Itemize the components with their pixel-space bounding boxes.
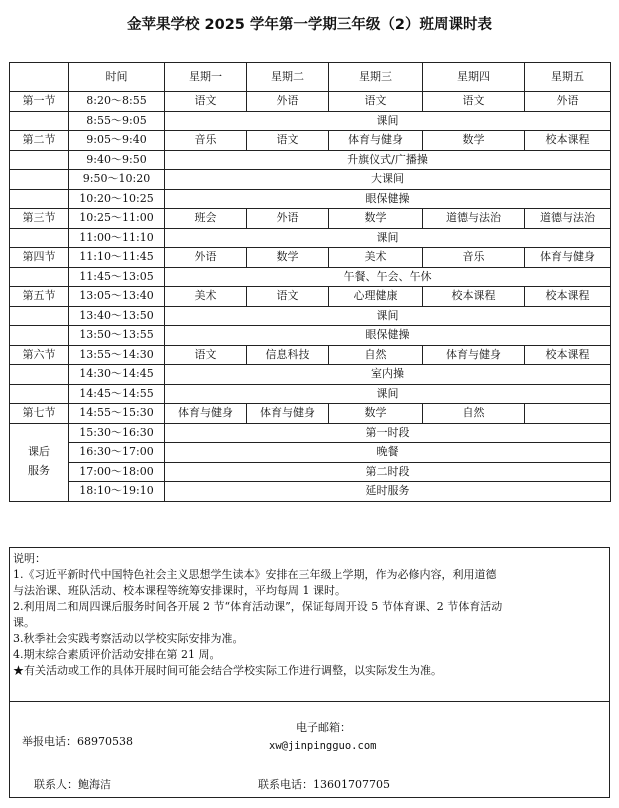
class-cell: 班会 — [165, 209, 247, 229]
time-cell: 16:30～17:00 — [69, 443, 165, 463]
after-school-row — [10, 443, 611, 463]
class-cell: 外语 — [165, 248, 247, 268]
time-cell: 14:45～14:55 — [69, 384, 165, 404]
class-cell: 体育与健身 — [247, 404, 329, 424]
class-cell: 校本课程 — [525, 345, 611, 365]
note-line: ★有关活动或工作的具体开展时间可能会结合学校实际工作进行调整，以实际发生为准。 — [13, 664, 442, 677]
note-line: 4.期末综合素质评价活动安排在第 21 周。 — [13, 648, 221, 661]
table-row — [10, 365, 611, 385]
email-address[interactable]: xw@jinpingguo.com — [269, 740, 377, 752]
table-row — [10, 111, 611, 131]
time-cell: 13:50～13:55 — [69, 326, 165, 346]
period-cell: 第三节 — [10, 209, 69, 229]
note-line: 与法治课、班队活动、校本课程等统筹安排课时，平均每周 1 课时。 — [13, 584, 346, 597]
class-cell: 语文 — [165, 92, 247, 112]
page-title: 金苹果学校 2025 学年第一学期三年级（2）班周课时表 — [126, 17, 493, 33]
class-cell: 语文 — [247, 287, 329, 307]
contact-phone: 联系电话：13601707705 — [258, 778, 390, 791]
table-row — [10, 267, 611, 287]
table-row — [10, 384, 611, 404]
report-hotline: 举报电话：68970538 — [22, 735, 133, 748]
activity-cell: 课间 — [165, 306, 611, 326]
table-row — [10, 287, 611, 307]
time-cell: 8:20～8:55 — [69, 92, 165, 112]
activity-cell: 第二时段 — [165, 462, 611, 482]
period-cell: 第四节 — [10, 248, 69, 268]
class-cell: 语文 — [247, 131, 329, 151]
table-row — [10, 150, 611, 170]
activity-cell: 课间 — [165, 111, 611, 131]
time-cell: 17:00～18:00 — [69, 462, 165, 482]
time-cell: 11:10～11:45 — [69, 248, 165, 268]
header-cell: 星期三 — [329, 63, 423, 92]
contact-panel — [9, 701, 610, 798]
activity-cell: 课间 — [165, 384, 611, 404]
class-cell: 自然 — [329, 345, 423, 365]
time-cell: 11:45～13:05 — [69, 267, 165, 287]
class-cell — [525, 404, 611, 424]
time-cell: 13:55～14:30 — [69, 345, 165, 365]
table-row — [10, 248, 611, 268]
time-cell: 9:40～9:50 — [69, 150, 165, 170]
table-row — [10, 345, 611, 365]
header-cell: 星期四 — [423, 63, 525, 92]
time-cell: 9:05～9:40 — [69, 131, 165, 151]
period-cell: 第一节 — [10, 92, 69, 112]
time-cell: 14:55～15:30 — [69, 404, 165, 424]
class-cell: 数学 — [247, 248, 329, 268]
email-label: 电子邮箱： — [296, 721, 351, 734]
class-cell: 数学 — [329, 209, 423, 229]
note-line: 课。 — [13, 616, 35, 629]
activity-cell: 延时服务 — [165, 482, 611, 502]
header-cell — [10, 63, 69, 92]
period-cell — [10, 111, 69, 131]
table-row — [10, 92, 611, 112]
class-cell: 体育与健身 — [525, 248, 611, 268]
class-cell: 信息科技 — [247, 345, 329, 365]
after-school-row — [10, 482, 611, 502]
class-cell: 体育与健身 — [329, 131, 423, 151]
activity-cell: 室内操 — [165, 365, 611, 385]
class-cell: 音乐 — [423, 248, 525, 268]
class-cell: 心理健康 — [329, 287, 423, 307]
class-cell: 语文 — [329, 92, 423, 112]
period-cell: 第七节 — [10, 404, 69, 424]
schedule-table — [9, 62, 611, 502]
class-cell: 美术 — [165, 287, 247, 307]
period-cell — [10, 384, 69, 404]
notes-heading: 说明： — [13, 552, 46, 565]
class-cell: 体育与健身 — [423, 345, 525, 365]
table-row — [10, 326, 611, 346]
time-cell: 11:00～11:10 — [69, 228, 165, 248]
table-row — [10, 209, 611, 229]
time-cell: 10:20～10:25 — [69, 189, 165, 209]
period-cell — [10, 228, 69, 248]
table-row — [10, 131, 611, 151]
note-line: 1.《习近平新时代中国特色社会主义思想学生读本》安排在三年级上学期，作为必修内容，利用道德 — [13, 568, 497, 581]
after-school-row — [10, 462, 611, 482]
class-cell: 体育与健身 — [165, 404, 247, 424]
time-cell: 8:55～9:05 — [69, 111, 165, 131]
period-cell: 第二节 — [10, 131, 69, 151]
period-cell — [10, 170, 69, 190]
period-cell — [10, 267, 69, 287]
period-cell — [10, 365, 69, 385]
activity-cell: 晚餐 — [165, 443, 611, 463]
class-cell: 道德与法治 — [525, 209, 611, 229]
period-cell: 第六节 — [10, 345, 69, 365]
period-cell — [10, 150, 69, 170]
period-cell — [10, 189, 69, 209]
class-cell: 美术 — [329, 248, 423, 268]
class-cell: 自然 — [423, 404, 525, 424]
after-school-label: 课后 服务 — [10, 423, 69, 501]
after-school-row — [10, 423, 611, 443]
header-cell: 时间 — [69, 63, 165, 92]
time-cell: 18:10～19:10 — [69, 482, 165, 502]
time-cell: 13:05～13:40 — [69, 287, 165, 307]
activity-cell: 第一时段 — [165, 423, 611, 443]
header-cell: 星期二 — [247, 63, 329, 92]
note-line: 3.秋季社会实践考察活动以学校实际安排为准。 — [13, 632, 244, 645]
activity-cell: 午餐、午会、午休 — [165, 267, 611, 287]
period-cell — [10, 306, 69, 326]
class-cell: 校本课程 — [525, 131, 611, 151]
time-cell: 15:30～16:30 — [69, 423, 165, 443]
table-row — [10, 306, 611, 326]
class-cell: 数学 — [423, 131, 525, 151]
activity-cell: 眼保健操 — [165, 189, 611, 209]
notes-panel — [9, 547, 610, 702]
table-row — [10, 404, 611, 424]
note-line: 2.利用周二和周四课后服务时间各开展 2 节“体育活动课”，保证每周开设 5 节体育课、2 节体育活动 — [13, 600, 503, 613]
activity-cell: 课间 — [165, 228, 611, 248]
time-cell: 10:25～11:00 — [69, 209, 165, 229]
class-cell: 外语 — [525, 92, 611, 112]
header-cell: 星期一 — [165, 63, 247, 92]
period-cell: 第五节 — [10, 287, 69, 307]
activity-cell: 眼保健操 — [165, 326, 611, 346]
header-cell: 星期五 — [525, 63, 611, 92]
activity-cell: 大课间 — [165, 170, 611, 190]
class-cell: 校本课程 — [423, 287, 525, 307]
class-cell: 校本课程 — [525, 287, 611, 307]
activity-cell: 升旗仪式/广播操 — [165, 150, 611, 170]
table-row — [10, 170, 611, 190]
table-row — [10, 228, 611, 248]
class-cell: 道德与法治 — [423, 209, 525, 229]
time-cell: 14:30～14:45 — [69, 365, 165, 385]
class-cell: 外语 — [247, 209, 329, 229]
period-cell — [10, 326, 69, 346]
class-cell: 音乐 — [165, 131, 247, 151]
class-cell: 语文 — [165, 345, 247, 365]
time-cell: 13:40～13:50 — [69, 306, 165, 326]
header-row — [10, 63, 611, 92]
contact-person: 联系人：鲍海洁 — [34, 778, 111, 791]
class-cell: 外语 — [247, 92, 329, 112]
table-row — [10, 189, 611, 209]
time-cell: 9:50～10:20 — [69, 170, 165, 190]
class-cell: 数学 — [329, 404, 423, 424]
class-cell: 语文 — [423, 92, 525, 112]
